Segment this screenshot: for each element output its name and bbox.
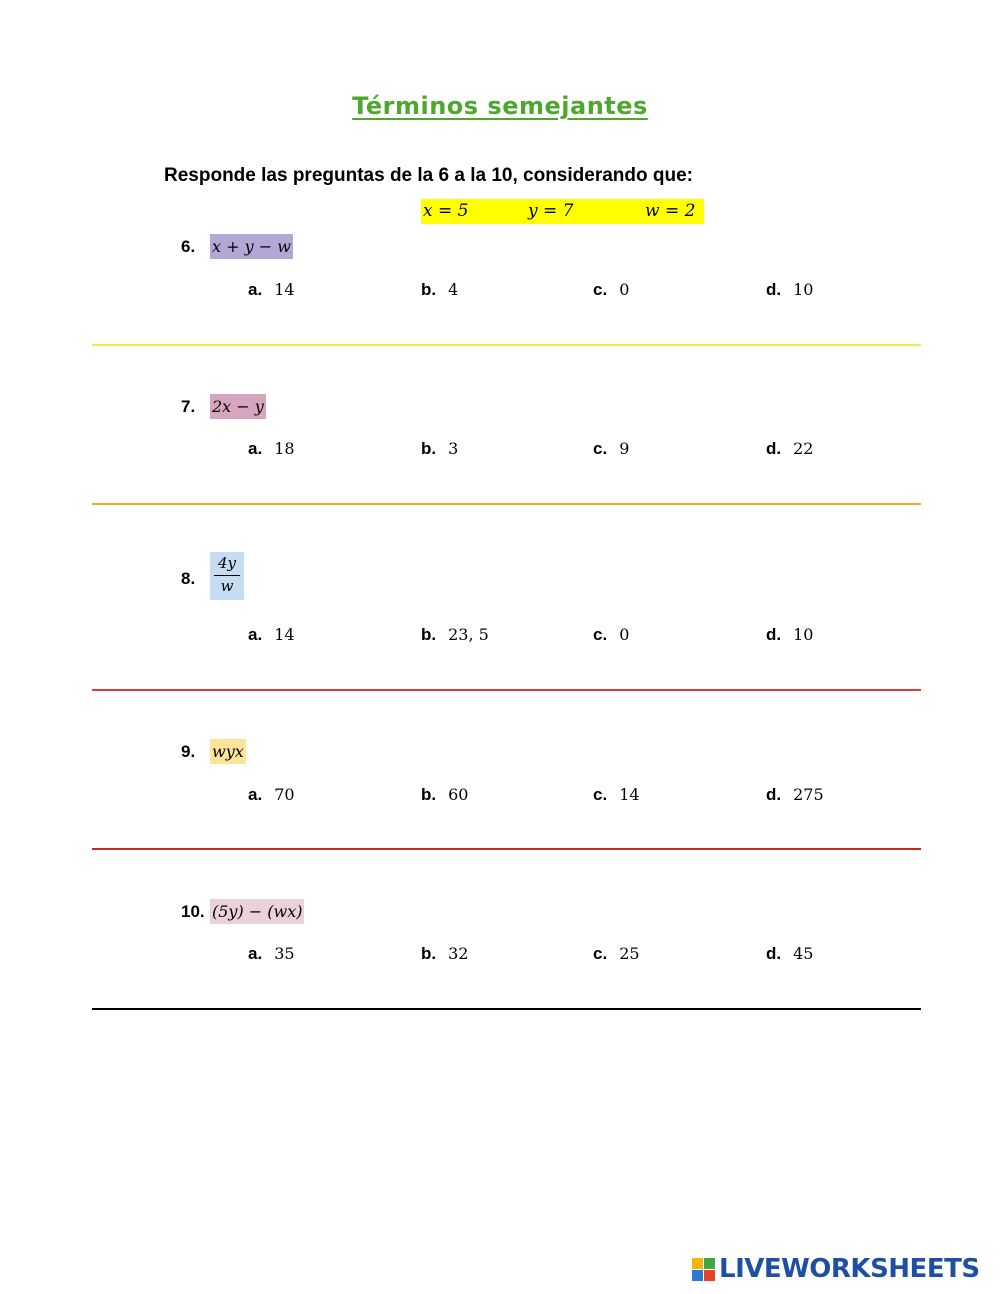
option-letter: c. — [593, 785, 608, 804]
option-value: 10 — [793, 280, 814, 299]
option-letter: b. — [421, 944, 437, 963]
option-letter: d. — [766, 625, 782, 644]
option-a[interactable] — [248, 944, 295, 964]
option-value: 0 — [619, 625, 630, 644]
option-b[interactable] — [421, 280, 458, 300]
question-number: 8. — [181, 569, 196, 588]
option-a[interactable] — [248, 280, 295, 300]
option-value: 35 — [274, 944, 295, 963]
option-value: 4 — [448, 280, 459, 299]
page-title: Términos semejantes — [352, 92, 648, 120]
given-w: w = 2 — [645, 201, 696, 221]
question-expression: wyx — [210, 739, 246, 764]
option-d[interactable] — [766, 785, 824, 805]
option-value: 275 — [793, 785, 824, 804]
separator-line — [92, 848, 921, 850]
option-value: 23, 5 — [448, 625, 489, 644]
options-10 — [248, 944, 948, 968]
option-d[interactable] — [766, 944, 813, 964]
question-number: 9. — [181, 742, 196, 761]
option-value: 32 — [448, 944, 469, 963]
option-c[interactable] — [593, 280, 629, 300]
fraction-numerator: 4y — [217, 554, 237, 572]
option-value: 10 — [793, 625, 814, 644]
fraction-denominator: w — [220, 577, 234, 595]
options-9 — [248, 785, 948, 809]
option-value: 25 — [619, 944, 640, 963]
option-value: 14 — [619, 785, 640, 804]
option-c[interactable] — [593, 785, 640, 805]
option-c[interactable] — [593, 439, 629, 459]
fraction-bar — [214, 575, 240, 576]
option-letter: d. — [766, 439, 782, 458]
question-number: 10. — [181, 902, 205, 921]
option-value: 0 — [619, 280, 630, 299]
option-letter: d. — [766, 785, 782, 804]
option-letter: c. — [593, 439, 608, 458]
option-value: 3 — [448, 439, 459, 458]
option-letter: a. — [248, 785, 263, 804]
question-number: 6. — [181, 237, 196, 256]
question-number: 7. — [181, 397, 196, 416]
option-value: 14 — [274, 280, 295, 299]
option-letter: d. — [766, 944, 782, 963]
option-letter: a. — [248, 625, 263, 644]
option-value: 45 — [793, 944, 814, 963]
question-fraction — [210, 552, 244, 600]
question-expression: 2x − y — [210, 394, 266, 419]
option-value: 22 — [793, 439, 814, 458]
question-expression: (5y) − (wx) — [210, 899, 304, 924]
instructions: Responde las preguntas de la 6 a la 10, considerando que: — [164, 165, 693, 186]
separator-line — [92, 503, 921, 505]
liveworksheets-logo-icon — [692, 1258, 716, 1282]
options-6 — [248, 280, 948, 304]
option-letter: b. — [421, 280, 437, 299]
option-value: 18 — [274, 439, 295, 458]
option-c[interactable] — [593, 625, 629, 645]
option-letter: b. — [421, 625, 437, 644]
option-letter: a. — [248, 439, 263, 458]
option-c[interactable] — [593, 944, 640, 964]
given-y: y = 7 — [528, 201, 574, 221]
logo-wordmark: LIVEWORKSHEETS — [719, 1254, 980, 1284]
separator-line — [92, 344, 921, 346]
option-letter: b. — [421, 785, 437, 804]
option-b[interactable] — [421, 785, 468, 805]
separator-line — [92, 689, 921, 691]
option-letter: b. — [421, 439, 437, 458]
option-value: 9 — [619, 439, 630, 458]
option-letter: c. — [593, 944, 608, 963]
option-d[interactable] — [766, 280, 813, 300]
option-letter: a. — [248, 280, 263, 299]
option-a[interactable] — [248, 439, 295, 459]
option-value: 70 — [274, 785, 295, 804]
options-7 — [248, 439, 948, 463]
option-value: 14 — [274, 625, 295, 644]
option-b[interactable] — [421, 944, 468, 964]
option-value: 60 — [448, 785, 469, 804]
option-letter: d. — [766, 280, 782, 299]
option-b[interactable] — [421, 439, 458, 459]
given-values — [421, 199, 704, 224]
option-letter: c. — [593, 280, 608, 299]
question-expression: x + y − w — [210, 234, 293, 259]
option-letter: c. — [593, 625, 608, 644]
option-letter: a. — [248, 944, 263, 963]
option-d[interactable] — [766, 625, 813, 645]
given-x: x = 5 — [423, 201, 469, 221]
option-b[interactable] — [421, 625, 489, 645]
separator-line — [92, 1008, 921, 1010]
option-d[interactable] — [766, 439, 813, 459]
options-8 — [248, 625, 948, 649]
option-a[interactable] — [248, 625, 295, 645]
option-a[interactable] — [248, 785, 295, 805]
